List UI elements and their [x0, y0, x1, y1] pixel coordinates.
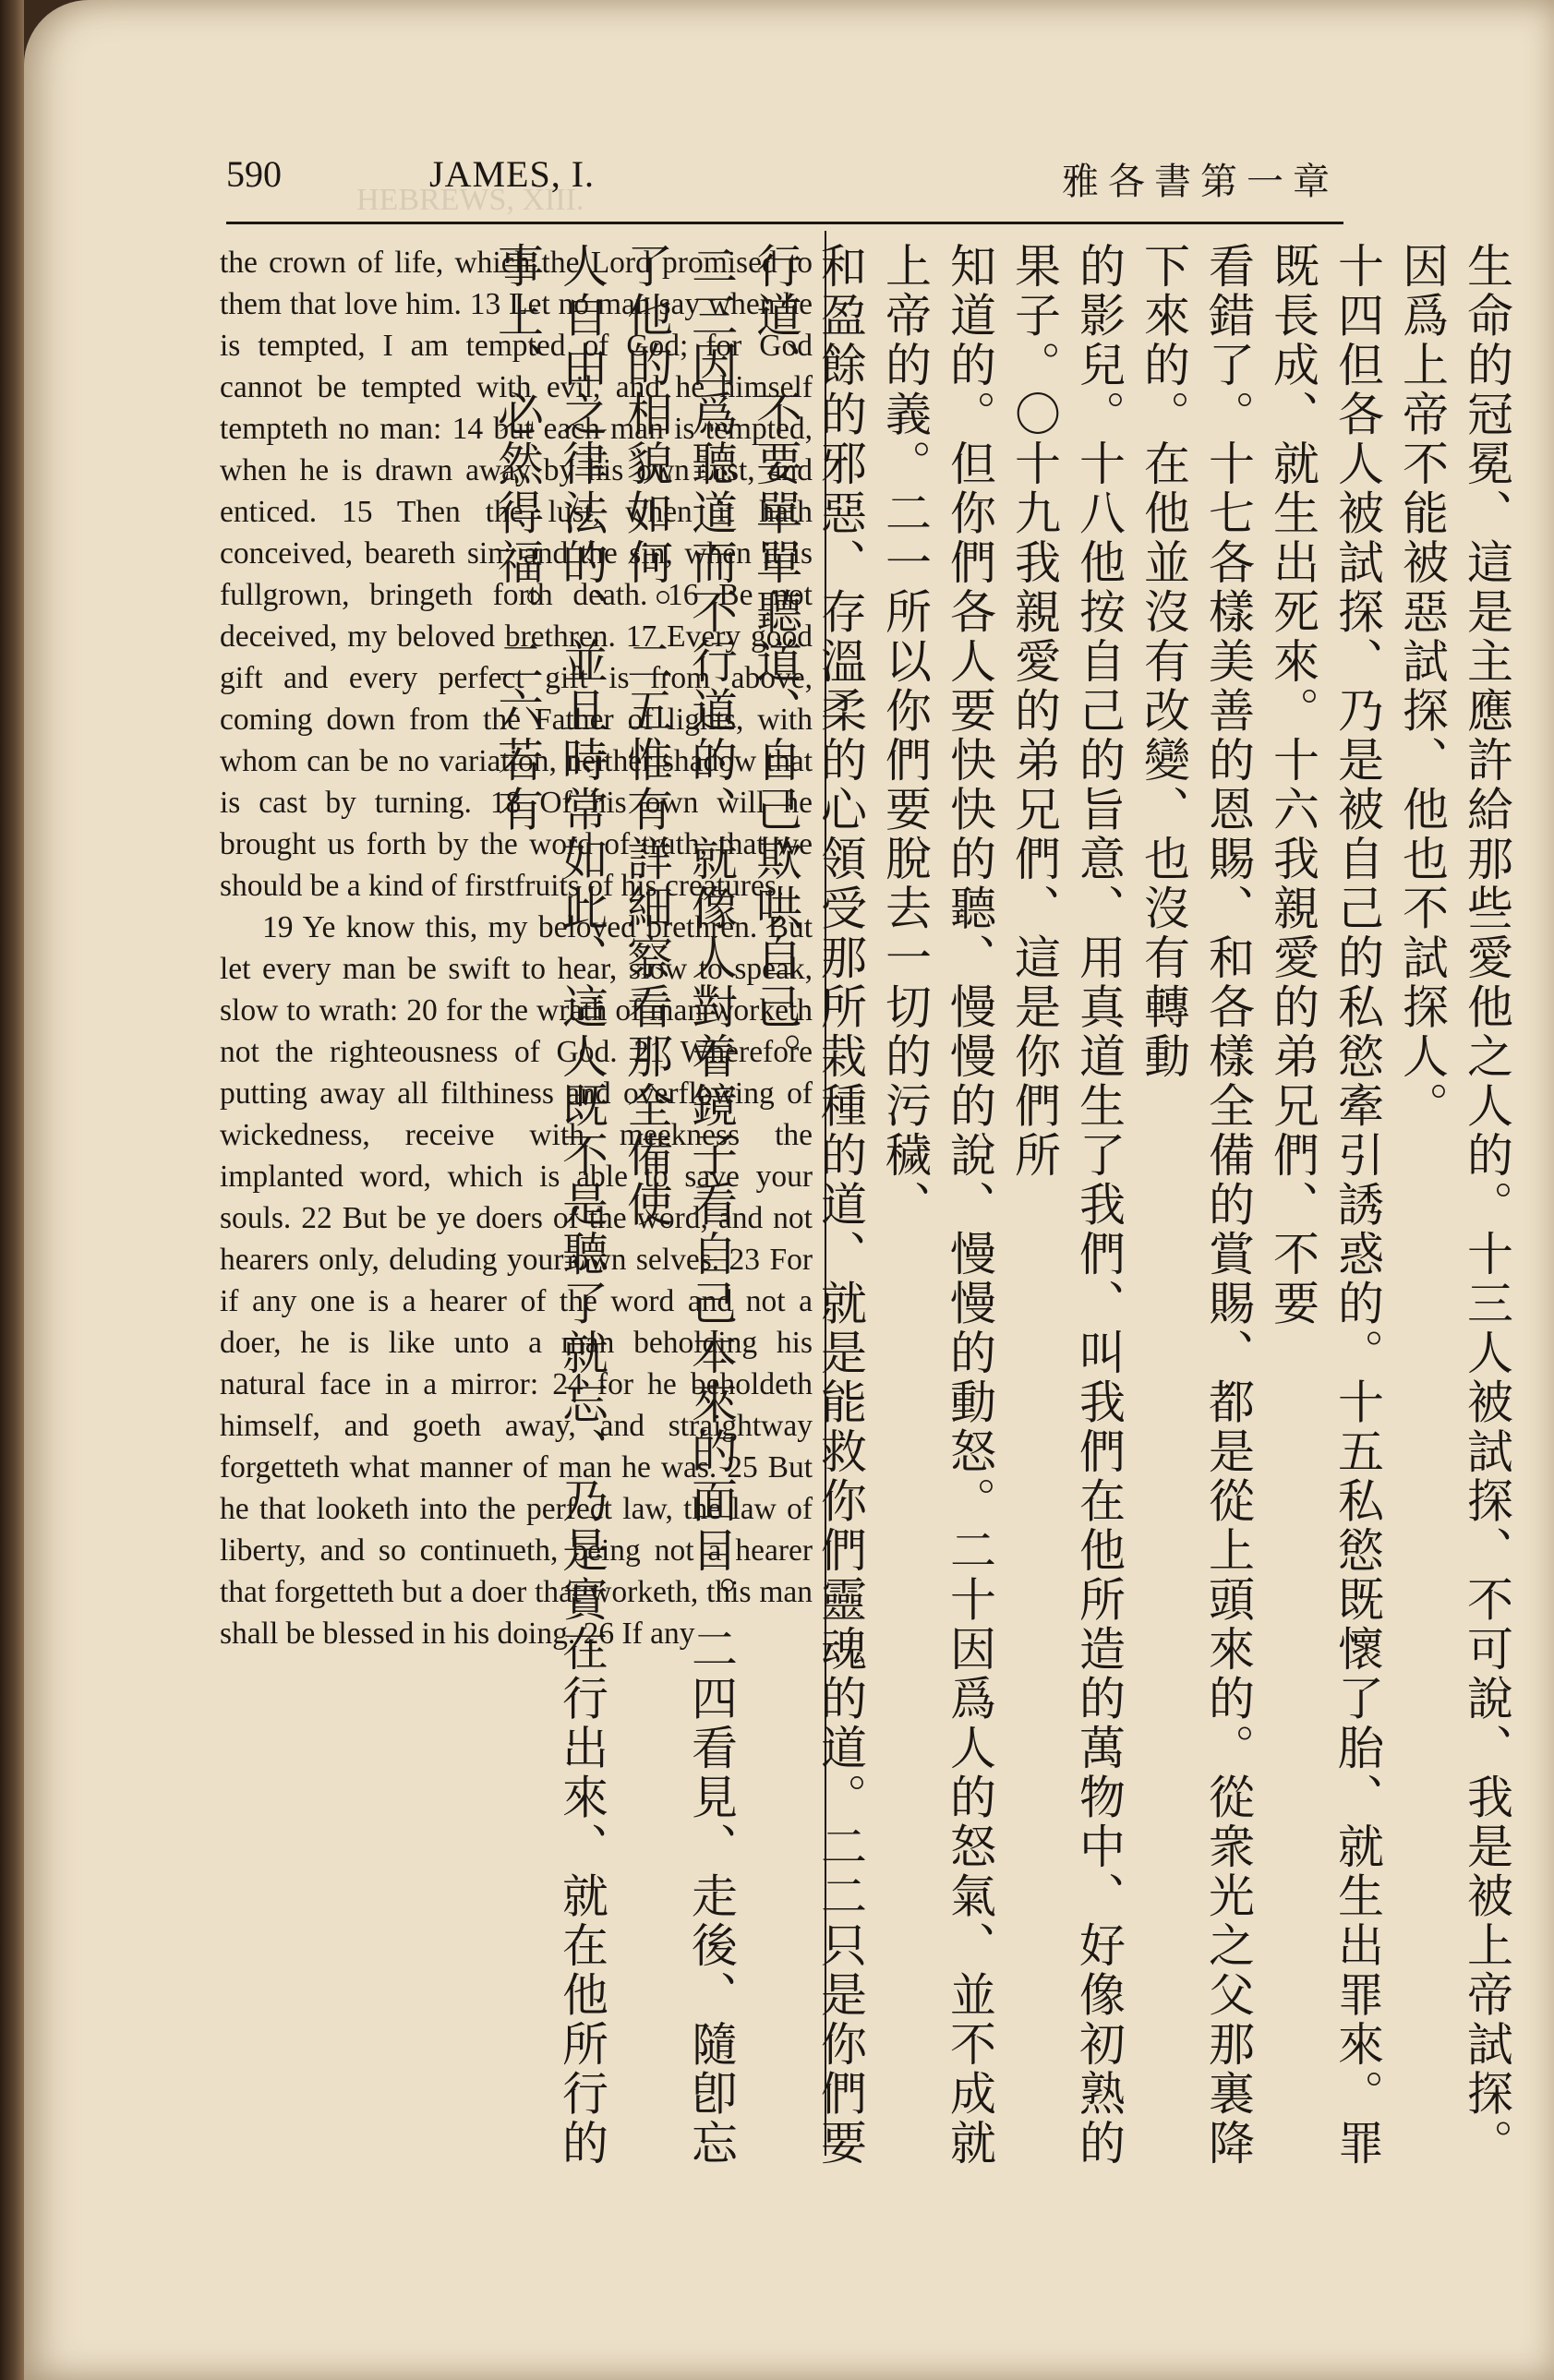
chinese-running-head: 雅各書第一章: [1062, 161, 1339, 203]
book-spine: [0, 0, 24, 2380]
chinese-text-column: 生命的冠冕、這是主應許給那些愛他之人的。十三人被試探、不可說、我是被上帝試探。因爲上帝不能被惡試探、他也不試探人。 十四但各人被試探、乃是被自己的私慾牽引誘惑的。十五私慾既懷了胎、就生出罪來。罪既長成、就生出死來。十六我親愛的弟兄們、不要 看錯了。十七各樣美善的恩賜、和各樣全備的賞賜、都是從上頭來的。從衆光之父那裏降下來的。在他並沒有改變、也沒有轉動 的影兒。十八他按自己的旨意、用真道生了我們、叫我們在他所造的萬物中、好像初熟的果子。〇十九我親愛的弟兄們、這是你們所 知道的。但你們各人要快快的聽、慢慢的說、慢慢的動怒。二十因爲人的怒氣、並不成就上帝的義。二一所以你們要脫去一切的污穢、 和盈餘的邪惡、存溫柔的心領受那所栽種的道、就是能救你們靈魂的道。二二只是你們要行道、不要單單聽道、自己欺哄自己。 二三因爲聽道而不行道的、就像人對着鏡子看自己本來的面目。二四看見、走後、隨卽忘了他的相貌如何。二五惟有詳細察看那全備使 人自由之律法的、並且時常如此、這人既不是聽了就忘、乃是實在行出來、就在他所行的事上、必然得福。二六若有: [490, 242, 1513, 2169]
english-paragraph: the crown of life, which the Lord promised to them that love him. 13 Let no man say when he is tempted, I am tempted of God; for God cannot be tempted with evil, and he himself tempteth no man: 14 but each man is tempted, when he is drawn away by his own lust, and enticed. 15 Then the lust, when it hath conceived, beareth sin: and the sin, when it is fullgrown, bringeth forth death. 16 Be not deceived, my beloved brethren. 17 Every good gift and every perfect gift is from above, coming down from the Father of lights, with whom can be no variation, neither shadow that is cast by turning. 18 Of his own will he brought us forth by the word of truth, that we should be a kind of firstfruits of his creatures.: [220, 246, 813, 903]
running-title: JAMES, I.: [429, 153, 596, 195]
page-number: 590: [226, 153, 282, 195]
english-paragraph: 19 Ye know this, my beloved brethren. But let every man be swift to hear, slow to speak, slow to wrath: 20 for the wrath of man worketh not the righteousness of God. 21 Wherefore putting away all filthiness and overflowing of wickedness, receive with meekness the implanted word, which is able to save your souls. 22 But be ye doers of the word, and not hearers only, deluding your own selves. 23 For if any one is a hearer of the word and not a doer, he is like unto a man beholding his natural face in a mirror: 24 for he beholdeth himself, and goeth away, and straightway forgetteth what manner of man he was. 25 But he that looketh into the perfect law, the law of liberty, and so continueth, being not a hearer that forgetteth but a doer that worketh, this man shall be blessed in his doing. 26 If any: [220, 910, 813, 1651]
show-through-text: HEBREWS, XIII.: [356, 183, 584, 217]
header-rule: [226, 222, 1343, 224]
page-header: [226, 152, 1339, 208]
